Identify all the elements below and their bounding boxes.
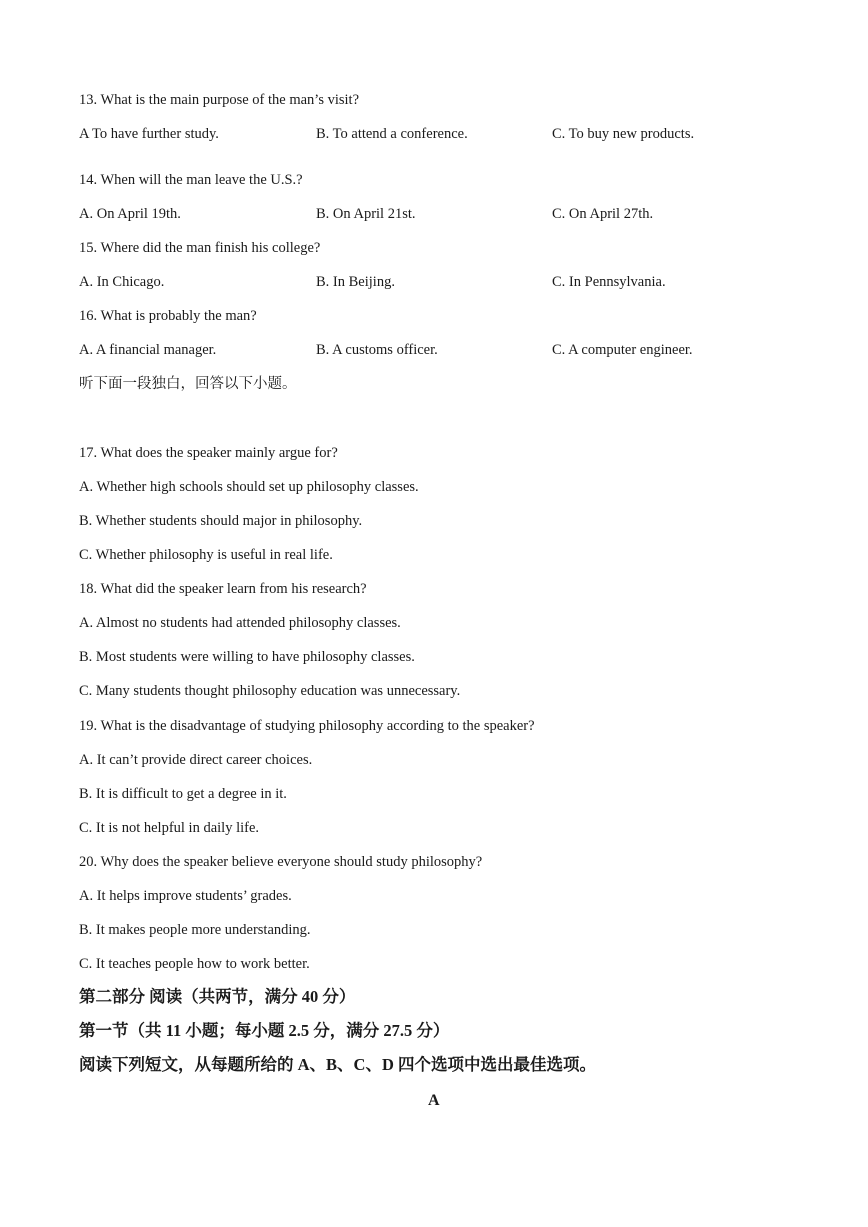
question-17-option-a: A. Whether high schools should set up philosophy classes. [79, 479, 419, 495]
question-19-stem: 19. What is the disadvantage of studying philosophy according to the speaker? [79, 718, 535, 734]
question-18-option-c: C. Many students thought philosophy education was unnecessary. [79, 683, 461, 699]
question-14-option-c: C. On April 27th. [552, 206, 654, 222]
question-18-option-b: B. Most students were willing to have philosophy classes. [79, 649, 415, 665]
question-17-option-c: C. Whether philosophy is useful in real life. [79, 547, 333, 563]
section1-title: 第一节（共 11 小题；每小题 2.5 分，满分 27.5 分） [79, 1021, 450, 1040]
question-19-option-b: B. It is difficult to get a degree in it. [79, 786, 287, 802]
question-17-stem: 17. What does the speaker mainly argue for? [79, 445, 338, 461]
question-14-stem: 14. When will the man leave the U.S.? [79, 172, 303, 188]
question-13-stem: 13. What is the main purpose of the man’s visit? [79, 92, 360, 108]
question-13-option-a: A To have further study. [79, 126, 219, 142]
question-16-option-a: A. A financial manager. [79, 342, 217, 358]
question-20-option-c: C. It teaches people how to work better. [79, 956, 310, 972]
question-14-option-a: A. On April 19th. [79, 206, 181, 222]
question-18-stem: 18. What did the speaker learn from his research? [79, 581, 367, 597]
question-16-stem: 16. What is probably the man? [79, 308, 257, 324]
monologue-instruction: 听下面一段独白，回答以下小题。 [79, 376, 297, 392]
question-15-option-a: A. In Chicago. [79, 274, 165, 290]
part2-title: 第二部分 阅读（共两节，满分 40 分） [79, 987, 356, 1006]
question-17-option-b: B. Whether students should major in philosophy. [79, 513, 363, 529]
question-16-option-c: C. A computer engineer. [552, 342, 693, 358]
question-13-option-b: B. To attend a conference. [316, 126, 468, 142]
question-15-stem: 15. Where did the man finish his college? [79, 240, 321, 256]
question-20-option-a: A. It helps improve students’ grades. [79, 888, 292, 904]
question-20-option-b: B. It makes people more understanding. [79, 922, 311, 938]
reading-instruction: 阅读下列短文，从每题所给的 A、B、C、D 四个选项中选出最佳选项。 [79, 1055, 597, 1074]
question-19-option-a: A. It can’t provide direct career choices. [79, 752, 313, 768]
passage-label: A [428, 1092, 440, 1109]
question-13-option-c: C. To buy new products. [552, 126, 695, 142]
question-19-option-c: C. It is not helpful in daily life. [79, 820, 260, 836]
question-14-option-b: B. On April 21st. [316, 206, 416, 222]
question-15-option-c: C. In Pennsylvania. [552, 274, 666, 290]
question-16-option-b: B. A customs officer. [316, 342, 438, 358]
question-15-option-b: B. In Beijing. [316, 274, 395, 290]
question-20-stem: 20. Why does the speaker believe everyone should study philosophy? [79, 854, 483, 870]
question-18-option-a: A. Almost no students had attended philosophy classes. [79, 615, 401, 631]
